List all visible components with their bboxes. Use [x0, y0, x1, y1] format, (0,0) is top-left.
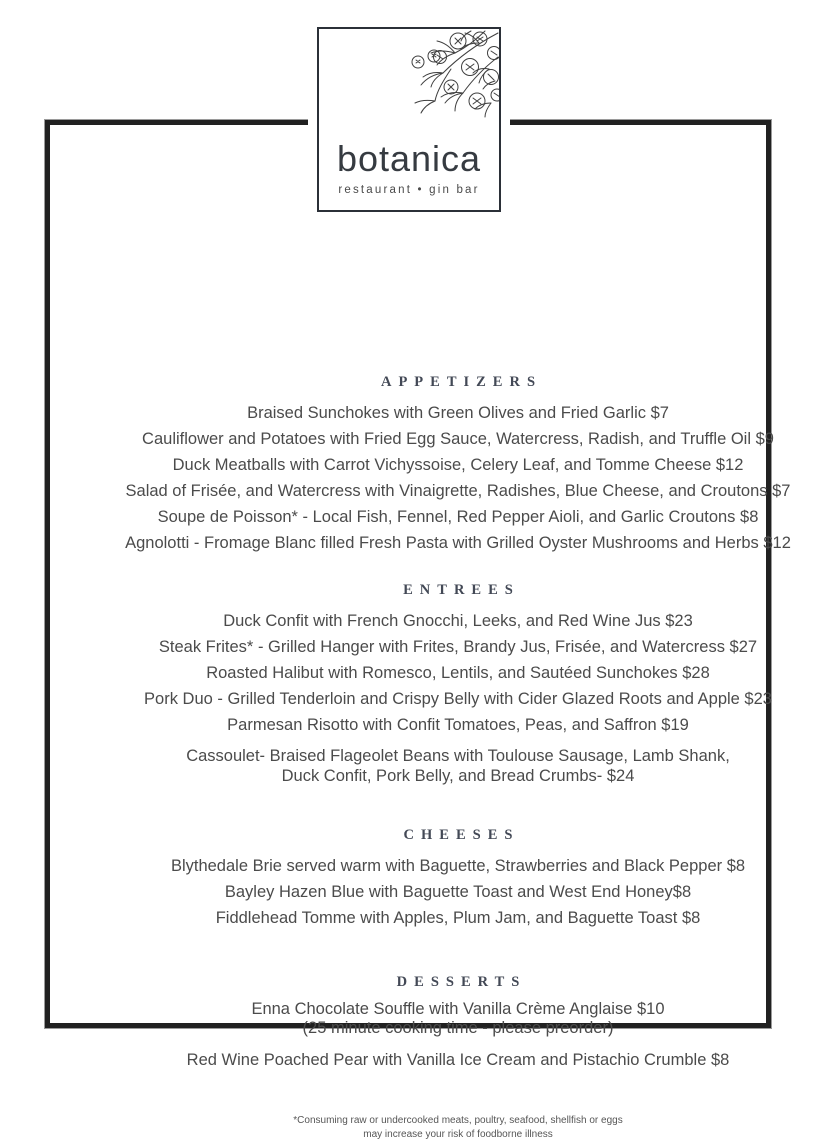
section-title-appetizers: APPETIZERS — [380, 374, 543, 390]
cheeses-items — [100, 853, 816, 931]
menu-item: Bayley Hazen Blue with Baguette Toast and West End Honey$8 — [224, 883, 692, 901]
menu-item — [100, 1000, 816, 1038]
menu-item: Duck Meatballs with Carrot Vichyssoise, Celery Leaf, and Tomme Cheese $12 — [172, 456, 744, 474]
menu-item-line: Duck Confit, Pork Belly, and Bread Crumbs- $24 — [281, 767, 635, 785]
logo-box — [317, 27, 501, 212]
menu-frame — [45, 120, 791, 1140]
menu-item: Parmesan Risotto with Confit Tomatoes, Peas, and Saffron $19 — [227, 716, 689, 734]
appetizers-items — [100, 400, 816, 556]
menu-item: Salad of Frisée, and Watercress with Vinaigrette, Radishes, Blue Cheese, and Croutons $7 — [125, 482, 791, 500]
section-title-desserts: DESSERTS — [396, 974, 527, 990]
juniper-branch-illustration — [339, 29, 499, 125]
menu-item: Blythedale Brie served warm with Baguette, Strawberries and Black Pepper $8 — [170, 857, 746, 875]
section-title-entrees: ENTREES — [403, 582, 520, 598]
menu-content — [100, 250, 816, 1142]
restaurant-name: botanica — [336, 138, 482, 179]
menu-item: Steak Frites* - Grilled Hanger with Frites, Brandy Jus, Frisée, and Watercress $27 — [158, 638, 758, 656]
menu-item — [100, 746, 816, 786]
menu-item: Fiddlehead Tomme with Apples, Plum Jam, and Baguette Toast $8 — [215, 909, 701, 927]
menu-item-line: (25 minute cooking time - please preorder) — [302, 1019, 614, 1037]
footer-disclaimer-line: *Consuming raw or undercooked meats, poultry, seafood, shellfish or eggs — [293, 1115, 623, 1126]
footer-disclaimer — [100, 1114, 816, 1142]
restaurant-tagline: restaurant • gin bar — [338, 184, 480, 196]
footer-disclaimer-line: may increase your risk of foodborne illness — [363, 1129, 553, 1140]
menu-item: Cauliflower and Potatoes with Fried Egg Sauce, Watercress, Radish, and Truffle Oil $9 — [142, 430, 774, 448]
menu-item: Duck Confit with French Gnocchi, Leeks, and Red Wine Jus $23 — [223, 612, 693, 630]
menu-item-line: Enna Chocolate Souffle with Vanilla Crème Anglaise $10 — [251, 1000, 665, 1018]
menu-item: Braised Sunchokes with Green Olives and Fried Garlic $7 — [247, 404, 669, 422]
menu-item-line: Cassoulet- Braised Flageolet Beans with Toulouse Sausage, Lamb Shank, — [186, 747, 730, 765]
desserts-items — [100, 1000, 816, 1073]
menu-item: Red Wine Poached Pear with Vanilla Ice Cream and Pistachio Crumble $8 — [186, 1051, 730, 1069]
section-title-cheeses: CHEESES — [403, 827, 520, 843]
menu-item: Roasted Halibut with Romesco, Lentils, and Sautéed Sunchokes $28 — [206, 664, 710, 682]
menu-item: Agnolotti - Fromage Blanc filled Fresh Pasta with Grilled Oyster Mushrooms and Herbs $12 — [125, 534, 791, 552]
entrees-items — [100, 608, 816, 786]
menu-item: Soupe de Poisson* - Local Fish, Fennel, Red Pepper Aioli, and Garlic Croutons $8 — [157, 508, 759, 526]
menu-item: Pork Duo - Grilled Tenderloin and Crispy Belly with Cider Glazed Roots and Apple $23 — [144, 690, 772, 708]
